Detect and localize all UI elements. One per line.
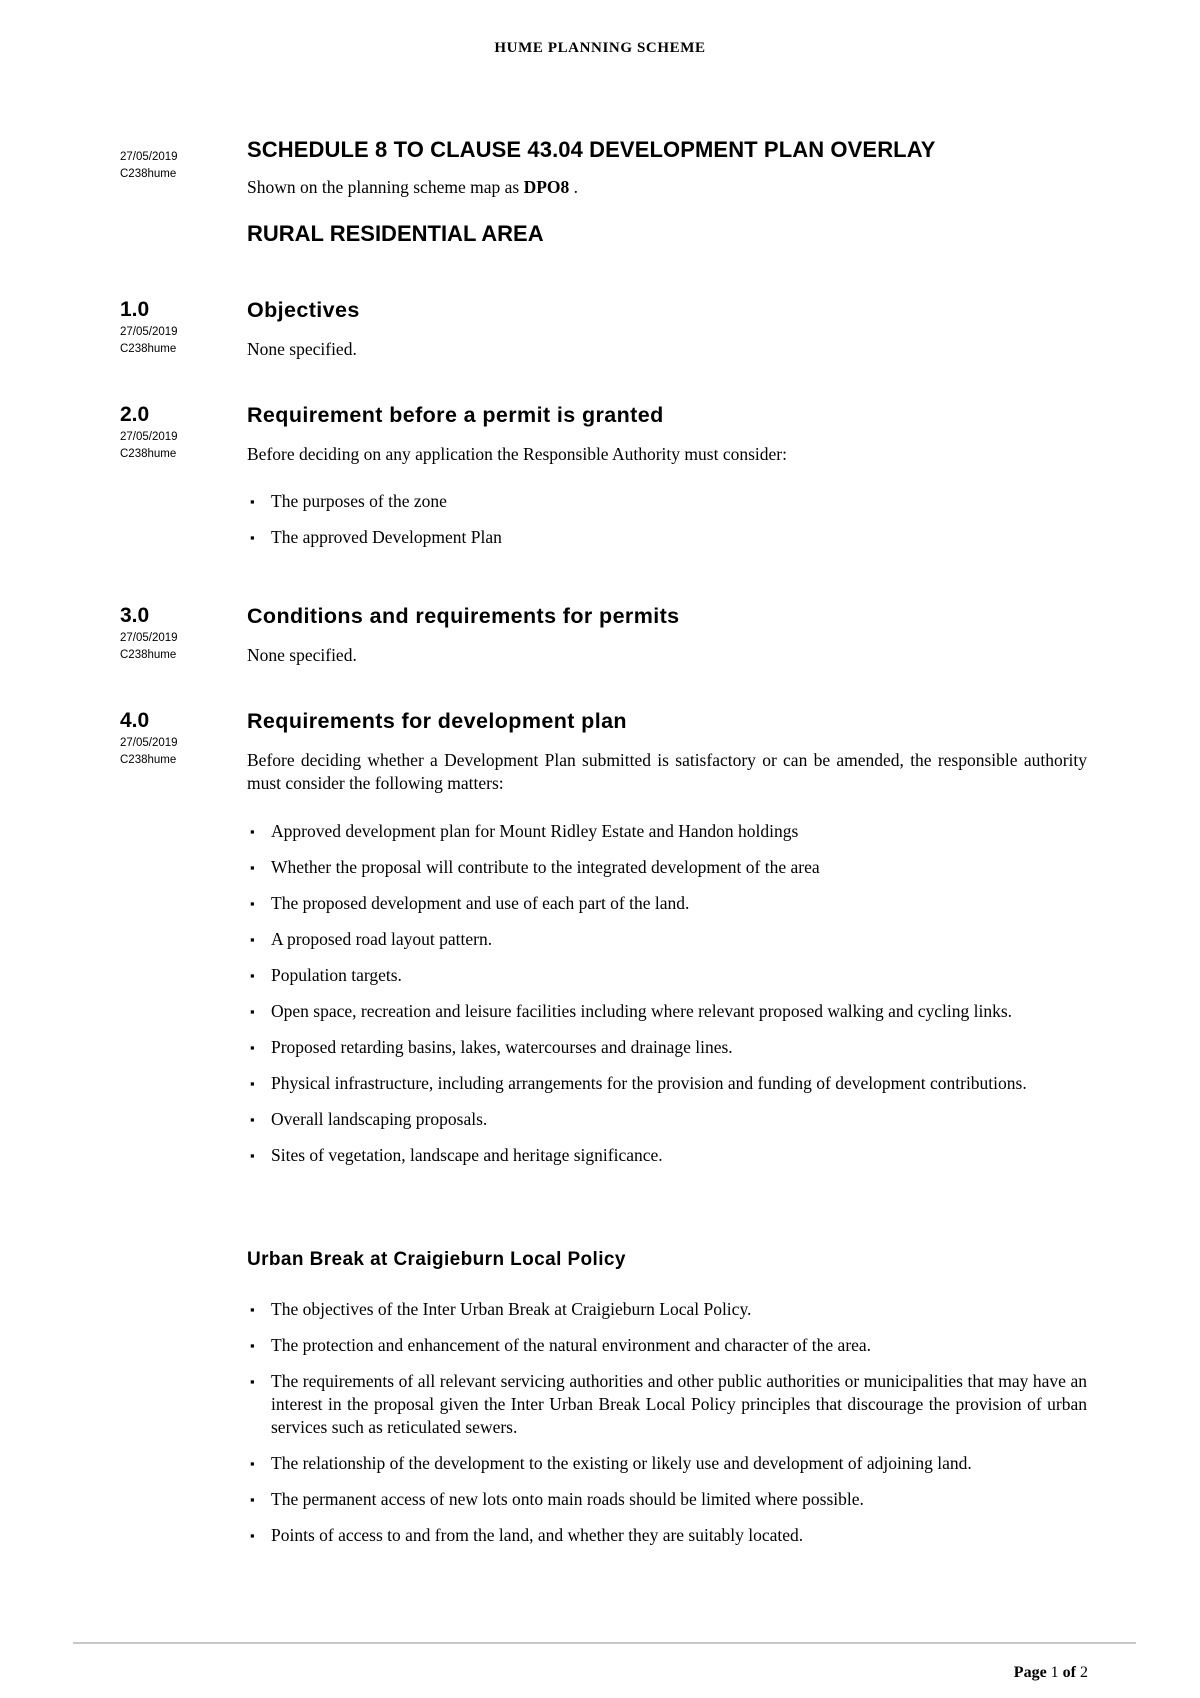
bullet-icon: ▪ — [250, 494, 255, 509]
section-heading: Conditions and requirements for permits — [247, 604, 680, 628]
bullet-icon: ▪ — [250, 530, 255, 545]
bullet-icon: ▪ — [250, 932, 255, 947]
bullet-icon: ▪ — [250, 1302, 255, 1317]
bullet-icon: ▪ — [250, 1076, 255, 1091]
bullet-list — [247, 490, 1087, 562]
bullet-icon: ▪ — [250, 1040, 255, 1055]
shown-suffix: . — [573, 177, 579, 197]
section-amendment: C238hume — [120, 448, 177, 460]
list-item: ▪ The requirements of all relevant servicing authorities and other public authorities or municipalities that may have an interest in the proposal given the Inter Urban Break Local Policy principles that discourage the provision of urban services such as reticulated sewers. — [250, 1371, 1087, 1437]
list-item: ▪ Whether the proposal will contribute to the integrated development of the area — [250, 857, 820, 877]
list-item: ▪ Open space, recreation and leisure facilities including where relevant proposed walking and cycling links. — [250, 1001, 1013, 1021]
bullet-icon: ▪ — [250, 1338, 255, 1353]
list-item: ▪ The purposes of the zone — [250, 491, 447, 511]
list-item: ▪ A proposed road layout pattern. — [250, 929, 493, 949]
section-date: 27/05/2019 — [120, 431, 178, 443]
bullet-list — [247, 1298, 1087, 1560]
list-item: ▪ The relationship of the development to the existing or likely use and development of adjoining land. — [250, 1453, 972, 1473]
schedule-margin-note — [120, 149, 200, 183]
list-item: ▪ Sites of vegetation, landscape and heritage significance. — [250, 1145, 663, 1165]
list-item: ▪ The permanent access of new lots onto main roads should be limited where possible. — [250, 1489, 864, 1509]
shown-prefix: Shown on the planning scheme map as — [247, 177, 520, 197]
list-item: ▪ The proposed development and use of each part of the land. — [250, 893, 690, 913]
section-amendment: C238hume — [120, 754, 177, 766]
list-item: ▪ Physical infrastructure, including arrangements for the provision and funding of development contributions. — [250, 1073, 1027, 1093]
subsection-heading: Urban Break at Craigieburn Local Policy — [247, 1249, 626, 1270]
schedule-amendment: C238hume — [120, 168, 177, 180]
section-text: Before deciding whether a Development Plan submitted is satisfactory or can be amended, the responsible authority must consider the following matters: — [247, 750, 1087, 793]
section-margin-note — [120, 630, 200, 664]
section-number: 4.0 — [120, 709, 150, 732]
section-date: 27/05/2019 — [120, 326, 178, 338]
section-text: None specified. — [247, 339, 357, 359]
bullet-icon: ▪ — [250, 1374, 255, 1389]
section-margin-note — [120, 324, 200, 358]
list-item: ▪ Population targets. — [250, 965, 402, 985]
list-item: ▪ The objectives of the Inter Urban Break at Craigieburn Local Policy. — [250, 1299, 752, 1319]
bullet-icon: ▪ — [250, 896, 255, 911]
bullet-icon: ▪ — [250, 824, 255, 839]
section-date: 27/05/2019 — [120, 737, 178, 749]
section-number: 3.0 — [120, 604, 150, 627]
schedule-subtitle: RURAL RESIDENTIAL AREA — [247, 221, 544, 246]
list-item: ▪ The approved Development Plan — [250, 527, 502, 547]
section-amendment: C238hume — [120, 343, 177, 355]
section-heading: Requirements for development plan — [247, 709, 627, 733]
section-date: 27/05/2019 — [120, 632, 178, 644]
bullet-icon: ▪ — [250, 1456, 255, 1471]
footer-divider — [73, 1642, 1136, 1644]
bullet-icon: ▪ — [250, 1004, 255, 1019]
list-item: ▪ The protection and enhancement of the natural environment and character of the area. — [250, 1335, 872, 1355]
list-item: ▪ Proposed retarding basins, lakes, watercourses and drainage lines. — [250, 1037, 733, 1057]
schedule-title: SCHEDULE 8 TO CLAUSE 43.04 DEVELOPMENT PLAN OVERLAY — [247, 137, 936, 162]
page-number: Page 1 of 2 — [1013, 1664, 1088, 1681]
section-number: 1.0 — [120, 298, 150, 321]
running-head: HUME PLANNING SCHEME — [494, 40, 706, 56]
bullet-icon: ▪ — [250, 1148, 255, 1163]
list-item: ▪ Approved development plan for Mount Ridley Estate and Handon holdings — [250, 821, 799, 841]
section-margin-note — [120, 735, 200, 769]
bullet-icon: ▪ — [250, 1112, 255, 1127]
section-heading: Requirement before a permit is granted — [247, 403, 664, 427]
schedule-date: 27/05/2019 — [120, 151, 178, 163]
section-margin-note — [120, 429, 200, 463]
bullet-icon: ▪ — [250, 1528, 255, 1543]
shown-on-map-line — [247, 176, 1087, 199]
list-item: ▪ Overall landscaping proposals. — [250, 1109, 488, 1129]
section-number: 2.0 — [120, 403, 150, 426]
section-text: Before deciding on any application the Responsible Authority must consider: — [247, 444, 787, 464]
section-heading: Objectives — [247, 298, 360, 322]
overlay-code: DPO8 — [523, 177, 570, 197]
section-amendment: C238hume — [120, 649, 177, 661]
bullet-icon: ▪ — [250, 968, 255, 983]
bullet-icon: ▪ — [250, 1492, 255, 1507]
bullet-list — [247, 820, 1087, 1180]
list-item: ▪ Points of access to and from the land, and whether they are suitably located. — [250, 1525, 804, 1545]
bullet-icon: ▪ — [250, 860, 255, 875]
section-text: None specified. — [247, 645, 357, 665]
